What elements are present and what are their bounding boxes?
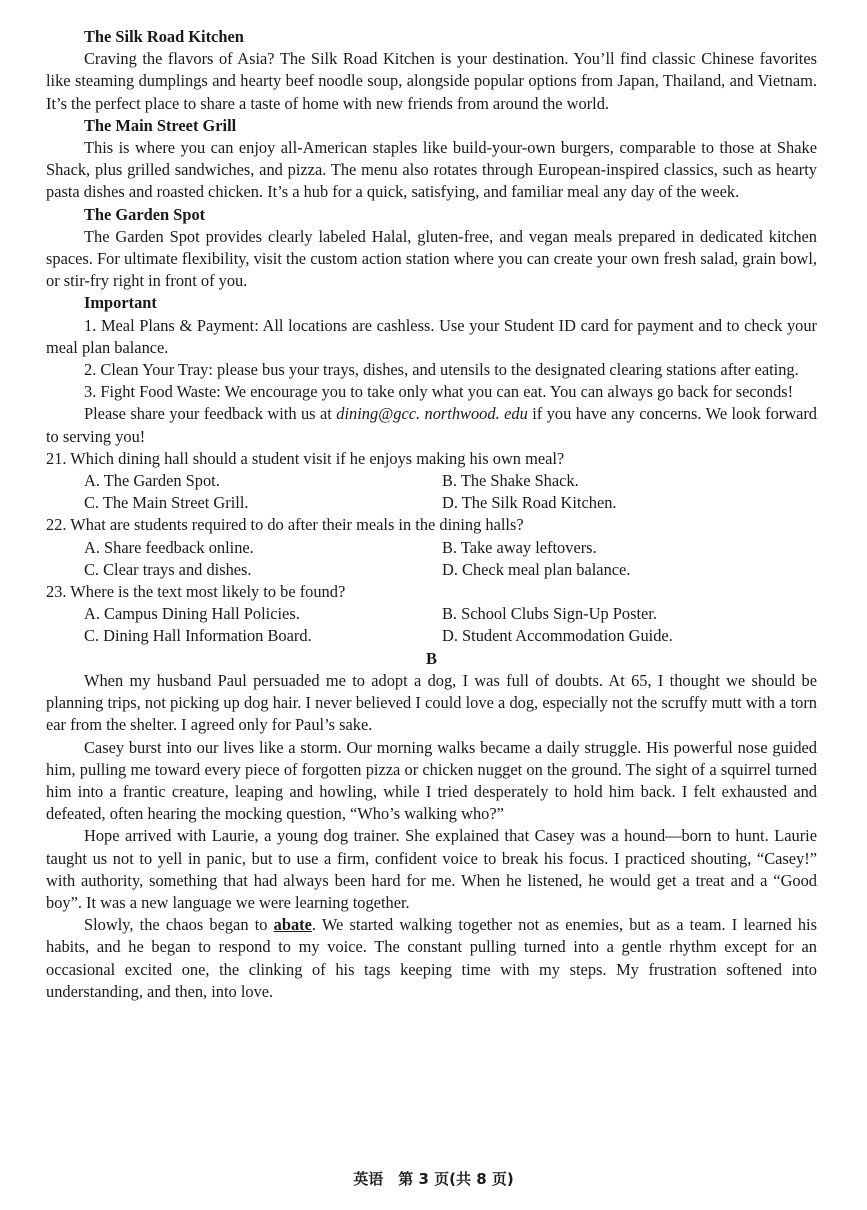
question-21 bbox=[46, 448, 817, 515]
section-b-label: B bbox=[426, 648, 437, 668]
passage-b-paragraph-1: When my husband Paul persuaded me to adopt a dog, I was full of doubts. At 65, I thought we should be planning trips, not picking up dog hair. I never believed I could love a dog, especially not the scruffy mutt with a torn ear from the shelter. I agreed only for Paul’s sake. bbox=[46, 670, 817, 735]
restaurant-title-silk-road: The Silk Road Kitchen bbox=[84, 27, 244, 46]
feedback-text-start: Please share your feedback with us at bbox=[84, 404, 337, 424]
feedback-paragraph bbox=[46, 403, 817, 447]
options-grid bbox=[46, 603, 817, 647]
option-c: C. The Main Street Grill. bbox=[84, 493, 249, 513]
passage-b-paragraph-4 bbox=[46, 914, 817, 1003]
important-item: 3. Fight Food Waste: We encourage you to take only what you can eat. You can always go back for seconds! bbox=[84, 382, 794, 402]
feedback-text-end: if you have any concerns. We look forward to serving you! bbox=[46, 404, 818, 446]
page-footer: 英语 第 3 页(共 8 页) bbox=[353, 1170, 514, 1188]
passage-b-paragraph-3: Hope arrived with Laurie, a young dog trainer. She explained that Casey was a hound—born to hunt. Laurie taught us not to yell in panic, but to use a firm, confident voice to break his focus. I practiced shouting, “Casey!” with authority, something that had always been hard for me. When he listened, he would get a treat and a “Good boy”. It was a new language we were learning together. bbox=[46, 826, 817, 912]
option-a: A. The Garden Spot. bbox=[84, 471, 220, 491]
option-d: D. Student Accommodation Guide. bbox=[442, 626, 673, 646]
options-grid bbox=[46, 537, 817, 581]
paragraph-4-end: . We started walking together not as enemies, but as a team. I learned his habits, and he began to respond to my voice. The constant pulling turned into a gentle rhythm except for an occasional excited one, the clinking of his tags keeping time with my steps. My frustration softened into understanding, and then, into love. bbox=[46, 915, 817, 1001]
option-a: A. Share feedback online. bbox=[84, 537, 254, 557]
restaurant-desc-main-street: This is where you can enjoy all-American staples like build-your-own burgers, comparable to those at Shake Shack, plus grilled sandwiches, and pizza. The menu also rotates through European-inspired classics, such as hearty pasta dishes and roasted chicken. It’s a hub for a quick, satisfying, and familiar meal any day of the week. bbox=[46, 138, 817, 202]
option-d: D. The Silk Road Kitchen. bbox=[442, 493, 617, 513]
option-c: C. Dining Hall Information Board. bbox=[84, 626, 312, 646]
option-d: D. Check meal plan balance. bbox=[442, 559, 631, 579]
option-b: B. The Shake Shack. bbox=[442, 471, 579, 491]
question-22 bbox=[46, 514, 817, 581]
exam-page bbox=[46, 26, 817, 1003]
question-stem: 22. What are students required to do after their meals in the dining halls? bbox=[46, 515, 524, 535]
restaurant-title-main-street: The Main Street Grill bbox=[84, 115, 237, 135]
passage-b-paragraph-2: Casey burst into our lives like a storm. Our morning walks became a daily struggle. His powerful nose guided him, pulling me toward every piece of forgotten pizza or chicken nugget on the ground. The sight of a squirrel turned him into a frantic creature, leaping and howling, while I tried desperately to hold him back. I felt exhausted and defeated, often hearing the mocking question, “Who’s walking who?” bbox=[46, 737, 817, 824]
important-title: Important bbox=[84, 293, 157, 313]
option-a: A. Campus Dining Hall Policies. bbox=[84, 604, 300, 624]
option-b: B. Take away leftovers. bbox=[442, 537, 597, 557]
question-stem: 23. Where is the text most likely to be found? bbox=[46, 582, 346, 602]
question-stem: 21. Which dining hall should a student visit if he enjoys making his own meal? bbox=[46, 448, 565, 468]
paragraph-4-start: Slowly, the chaos began to bbox=[84, 915, 274, 935]
underlined-word: abate bbox=[273, 915, 312, 935]
restaurant-desc-silk-road: Craving the flavors of Asia? The Silk Road Kitchen is your destination. You’ll find classic Chinese favorites like steaming dumplings and hearty beef noodle soup, alongside popular options from Japan, Thailand, and Vietnam. It’s the perfect place to share a taste of home with new friends from around the world. bbox=[46, 49, 817, 113]
question-23 bbox=[46, 581, 817, 648]
email-address: dining@gcc. northwood. edu bbox=[336, 404, 528, 424]
options-grid bbox=[46, 470, 817, 514]
restaurant-title-garden-spot: The Garden Spot bbox=[84, 204, 206, 224]
important-item: 2. Clean Your Tray: please bus your trays, dishes, and utensils to the designated clearing stations after eating. bbox=[84, 360, 799, 380]
important-item: 1. Meal Plans & Payment: All locations are cashless. Use your Student ID card for payment and to check your meal plan balance. bbox=[46, 315, 817, 357]
restaurant-desc-garden-spot: The Garden Spot provides clearly labeled Halal, gluten-free, and vegan meals prepared in dedicated kitchen spaces. For ultimate flexibility, visit the custom action station where you can create your own fresh salad, grain bowl, or stir-fry right in front of you. bbox=[46, 226, 817, 291]
option-b: B. School Clubs Sign-Up Poster. bbox=[442, 604, 657, 624]
option-c: C. Clear trays and dishes. bbox=[84, 559, 252, 579]
